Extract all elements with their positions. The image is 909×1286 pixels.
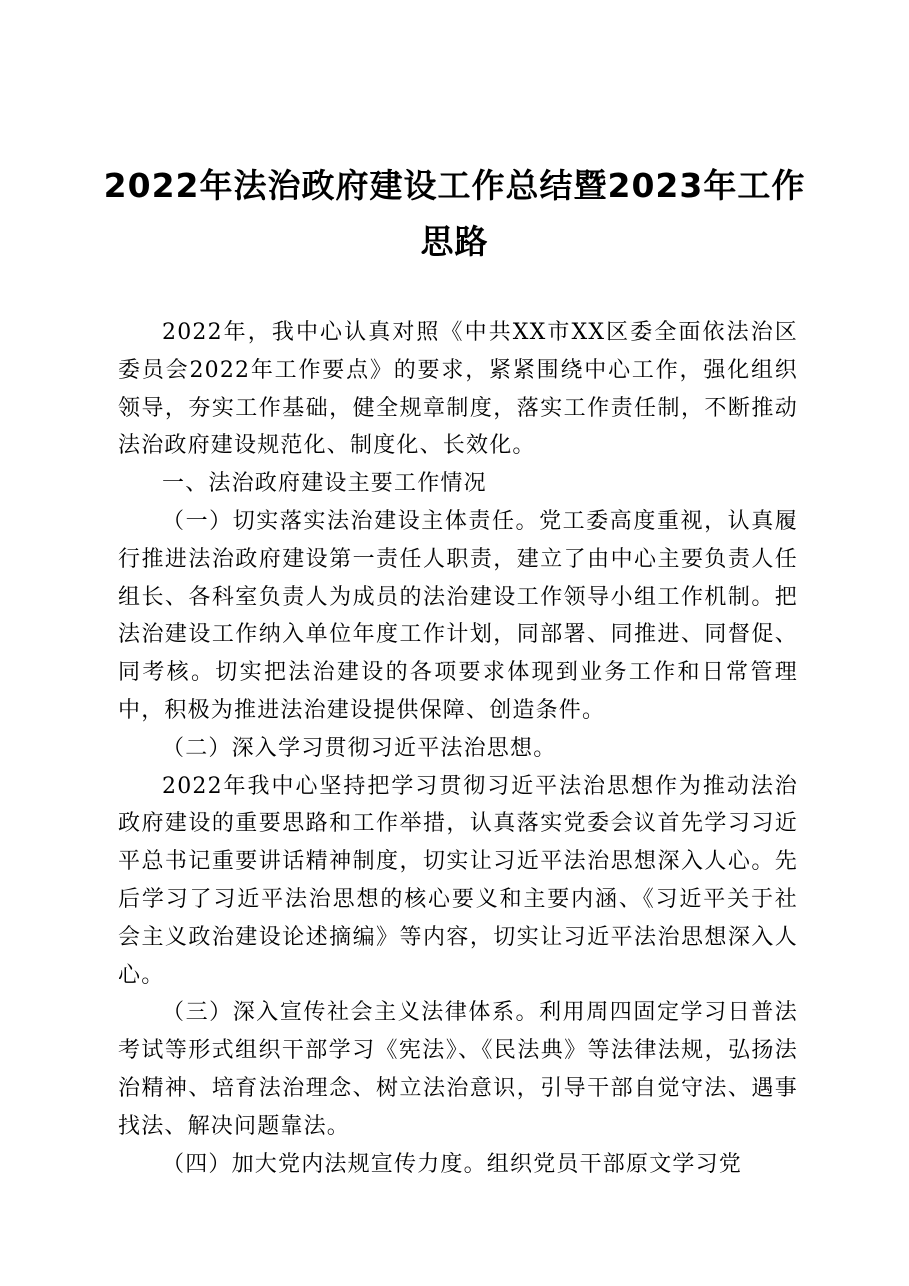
section-heading-1: 一、法治政府建设主要工作情况 xyxy=(162,471,487,497)
paragraph-intro: 2022年，我中心认真对照《中共XX市XX区委全面依法治区委员会2022年工作要点》的要求，紧紧围绕中心工作，强化组织领导，夯实工作基础，健全规章制度，落实工作责任制，不断推动法治政府建设规范化、制度化、长效化。 xyxy=(118,320,798,459)
paragraph-item-4: （四）加大党内法规宣传力度。组织党员干部原文学习党 xyxy=(162,1151,743,1177)
document-title: 2022年法治政府建设工作总结暨2023年工作思路 xyxy=(103,166,806,261)
paragraph-item-1: （一）切实落实法治建设主体责任。党工委高度重视，认真履行推进法治政府建设第一责任人职责，建立了由中心主要负责人任组长、各科室负责人为成员的法治建设工作领导小组工作机制。把法治建设工作纳入单位年度工作计划，同部署、同推进、同督促、同考核。切实把法治建设的各项要求体现到业务工作和日常管理中，积极为推进法治建设提供保障、创造条件。 xyxy=(118,508,798,723)
paragraph-item-2-body: 2022年我中心坚持把学习贯彻习近平法治思想作为推动法治政府建设的重要思路和工作举措，认真落实党委会议首先学习习近平总书记重要讲话精神制度，切实让习近平法治思想深入人心。先后学习了习近平法治思想的核心要义和主要内涵、《习近平关于社会主义政治建设论述摘编》等内容，切实让习近平法治思想深入人心。 xyxy=(118,773,798,988)
paragraph-item-2-heading: （二）深入学习贯彻习近平法治思想。 xyxy=(162,735,557,761)
document-body xyxy=(118,314,798,1183)
paragraph-item-3: （三）深入宣传社会主义法律体系。利用周四固定学习日普法考试等形式组织干部学习《宪法》、《民法典》等法律法规，弘扬法治精神、培育法治理念、树立法治意识，引导干部自觉守法、遇事找法、解决问题靠法。 xyxy=(118,1000,798,1139)
